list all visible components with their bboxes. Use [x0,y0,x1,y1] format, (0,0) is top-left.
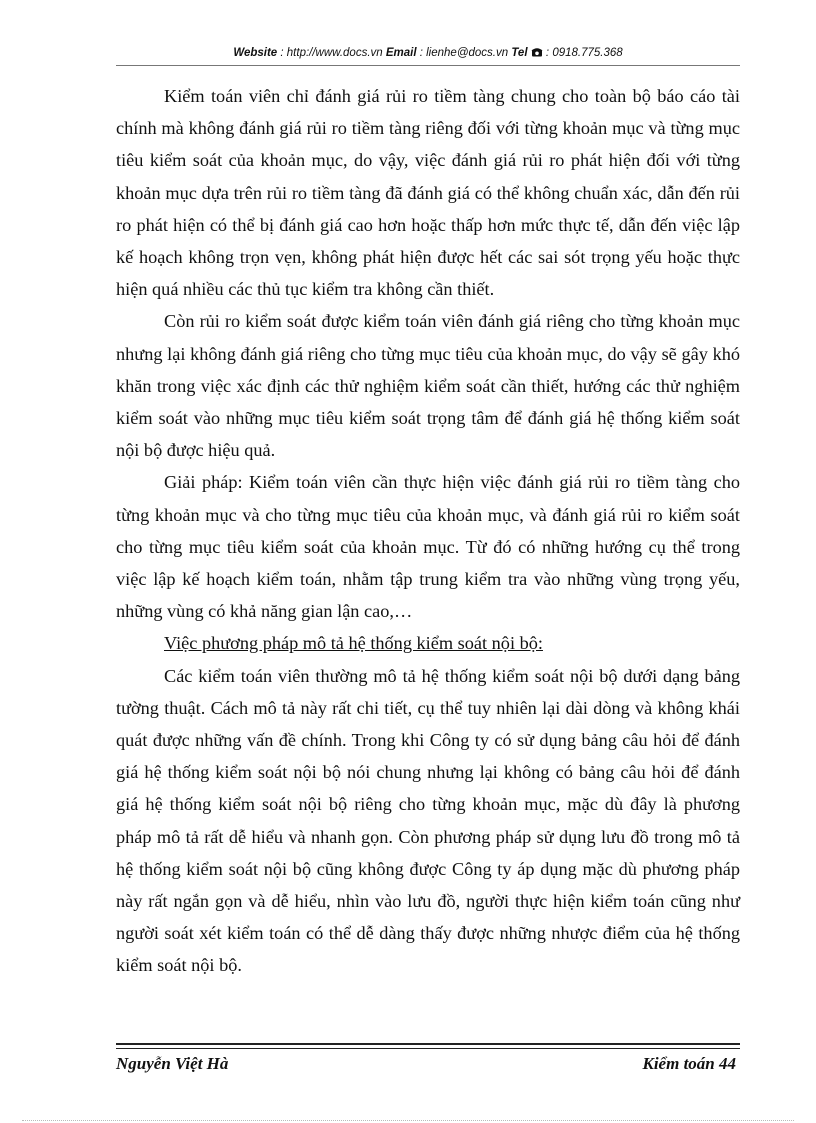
footer-divider-thick [116,1043,740,1045]
tel-value: : 0918.775.368 [542,47,623,59]
section-heading: Việc phương pháp mô tả hệ thống kiểm soát nội bộ: [164,633,543,654]
email-label: Email [385,47,417,59]
footer-divider-thin [116,1048,740,1049]
header-divider [116,65,740,66]
website-value: : http://www.docs.vn [277,47,386,59]
page-header [116,47,740,59]
phone-icon [531,47,543,57]
paragraph-3: Giải pháp: Kiểm toán viên cần thực hiện việc đánh giá rủi ro tiềm tàng cho từng khoản mục và cho từng mục tiêu của khoản mục, và đánh giá rủi ro kiểm soát cho từng mục tiêu kiểm soát của khoản mục. Từ đó có những hướng cụ thể trong việc lập kế hoạch kiểm toán, nhằm tập trung kiểm tra vào những vùng trọng yếu, những vùng có khả năng gian lận cao,… [116,472,740,622]
website-label: Website [233,47,278,59]
tel-label: Tel [511,47,528,59]
footer-author: Nguyễn Việt Hà [116,1054,229,1073]
email-value: : lienhe@docs.vn [416,47,512,59]
footer-page-label: Kiểm toán 44 [642,1054,736,1073]
paragraph-2: Còn rủi ro kiểm soát được kiểm toán viên đánh giá riêng cho từng khoản mục nhưng lại không đánh giá riêng cho từng mục tiêu của khoản mục, do vậy sẽ gây khó khăn trong việc xác định các thử nghiệm kiểm soát cần thiết, hướng các thử nghiệm kiểm soát vào những mục tiêu kiểm soát trọng tâm để đánh giá hệ thống kiểm soát nội bộ được hiệu quả. [116,311,740,461]
page-edge-dotted [22,1120,794,1121]
paragraph-1: Kiểm toán viên chỉ đánh giá rủi ro tiềm tàng chung cho toàn bộ báo cáo tài chính mà không đánh giá rủi ro tiềm tàng riêng đối với từng khoản mục và từng mục tiêu kiểm soát của khoản mục, do vậy, việc đánh giá rủi ro phát hiện đối với từng khoản mục dựa trên rủi ro tiềm tàng đã đánh giá có thể không chuẩn xác, dẫn đến rủi ro phát hiện có thể bị đánh giá cao hơn hoặc thấp hơn mức thực tế, dẫn đến việc lập kế hoạch không trọn vẹn, không phát hiện được hết các sai sót trọng yếu hoặc thực hiện quá nhiều các thủ tục kiểm tra không cần thiết. [116,86,740,300]
document-body [116,80,740,982]
paragraph-4: Các kiểm toán viên thường mô tả hệ thống kiểm soát nội bộ dưới dạng bảng tường thuật. Cách mô tả này rất chi tiết, cụ thể tuy nhiên lại dài dòng và không khái quát được những vấn đề chính. Trong khi Công ty có sử dụng bảng câu hỏi để đánh giá hệ thống kiểm soát nội bộ nói chung nhưng lại không có bảng câu hỏi để đánh giá hệ thống kiểm soát nội bộ riêng cho từng khoản mục, mặc dù đây là phương pháp mô tả rất dễ hiểu và nhanh gọn. Còn phương pháp sử dụng lưu đồ trong mô tả hệ thống kiểm soát nội bộ cũng không được Công ty áp dụng mặc dù phương pháp này rất ngắn gọn và dễ hiểu, nhìn vào lưu đồ, người thực hiện kiểm toán cũng như người soát xét kiểm toán có thể dễ dàng thấy được những nhược điểm của hệ thống kiểm soát nội bộ. [116,665,740,976]
